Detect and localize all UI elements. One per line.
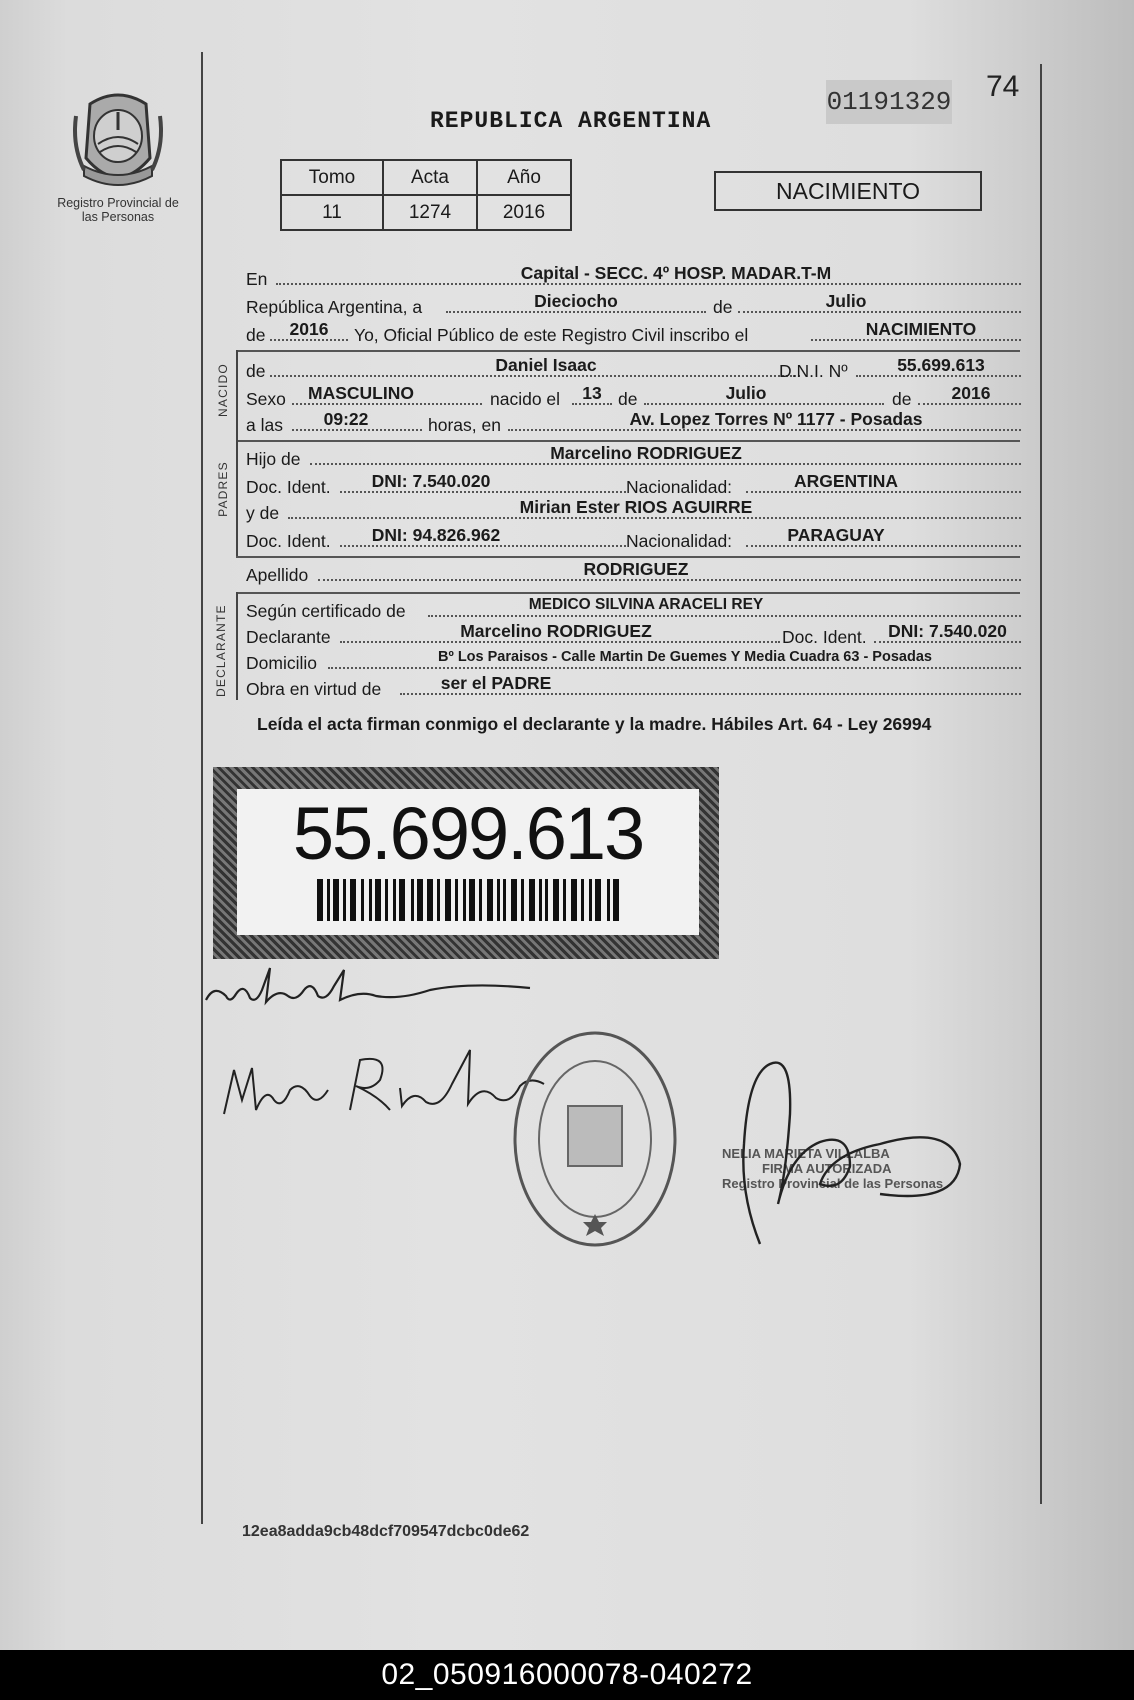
- value-year: 2016: [289, 319, 329, 339]
- value-declarante-doc: DNI: 7.540.020: [888, 621, 1007, 641]
- row-domicilio: [246, 649, 1021, 674]
- document-title: REPUBLICA ARGENTINA: [430, 108, 712, 134]
- row-a-las: [246, 409, 1021, 436]
- value-certificado: MEDICO SILVINA ARACELI REY: [528, 596, 764, 613]
- oficial-text: Yo, Oficial Público de este Registro Civil inscribo el: [354, 325, 749, 345]
- footer-id-strip: 02_050916000078-040272: [0, 1650, 1134, 1700]
- value-father-doc: DNI: 7.540.020: [371, 471, 491, 491]
- label-de: de: [713, 297, 733, 317]
- dni-barcode-label: [213, 767, 719, 959]
- barcode-number: 55.699.613: [292, 792, 644, 875]
- section-bracket: [236, 592, 238, 700]
- registry-table: [280, 159, 572, 231]
- value-time: 09:22: [323, 409, 369, 429]
- closing-note: Leída el acta firman conmigo el declarante y la madre. Hábiles Art. 64 - Ley 26994: [257, 714, 932, 734]
- header-ano: Año: [477, 160, 571, 195]
- official-name: NELIA MARIETA VILLALBA: [722, 1146, 890, 1161]
- page-number: 74: [986, 70, 1020, 103]
- label-en: En: [246, 269, 268, 289]
- separator-line: [236, 350, 1020, 352]
- official-signature: [720, 1054, 980, 1254]
- header-tomo: Tomo: [281, 160, 383, 195]
- label-apellido: Apellido: [246, 565, 309, 585]
- seal-caption: Registro Provincial de las Personas: [57, 196, 179, 224]
- label-de: de: [246, 361, 266, 381]
- label-a-las: a las: [246, 415, 283, 435]
- left-margin-line: [201, 52, 203, 1524]
- row-nacido-name: [246, 355, 1021, 382]
- label-de-year: de: [246, 325, 266, 345]
- registry-stamp: [510, 1028, 680, 1250]
- label-certificado: Según certificado de: [246, 601, 406, 621]
- label-de: de: [892, 389, 912, 409]
- value-dni: 55.699.613: [897, 355, 985, 375]
- value-father-nat: ARGENTINA: [793, 471, 899, 491]
- value-mother-nat: PARAGUAY: [787, 525, 885, 545]
- coat-of-arms-icon: [70, 86, 166, 196]
- document-hash: 12ea8adda9cb48dcf709547dcbc0de62: [242, 1523, 530, 1540]
- value-day: Dieciocho: [534, 291, 618, 311]
- row-en: [246, 263, 1021, 290]
- label-de: de: [618, 389, 638, 409]
- label-nacido-el: nacido el: [490, 389, 561, 409]
- serial-number: 01191329: [826, 80, 952, 124]
- label-doc: Doc. Ident.: [246, 531, 331, 551]
- label-horas: horas, en: [428, 415, 501, 435]
- label-hijo: Hijo de: [246, 449, 301, 469]
- row-apellido: [246, 559, 1021, 586]
- value-name: Daniel Isaac: [495, 355, 597, 375]
- value-month: Julio: [825, 291, 867, 311]
- section-label-padres: PADRES: [216, 461, 230, 517]
- value-tomo: 11: [281, 195, 383, 230]
- value-birth-month: Julio: [725, 383, 767, 403]
- label-y-de: y de: [246, 503, 280, 523]
- value-declarante: Marcelino RODRIGUEZ: [460, 621, 652, 641]
- value-apellido: RODRIGUEZ: [583, 559, 689, 579]
- value-mother-doc: DNI: 94.826.962: [371, 525, 501, 545]
- provincial-seal: [56, 86, 180, 224]
- right-margin-line: [1040, 64, 1042, 1504]
- label-obra: Obra en virtud de: [246, 679, 382, 699]
- official-org: Registro Provincial de las Personas: [722, 1176, 944, 1191]
- section-bracket: [236, 350, 238, 440]
- value-birth-year: 2016: [951, 383, 991, 403]
- row-declarante: [246, 621, 1021, 648]
- label-doc: Doc. Ident.: [782, 627, 867, 647]
- section-label-nacido: NACIDO: [216, 363, 230, 417]
- label-republica: República Argentina, a: [246, 297, 423, 317]
- official-title: FIRMA AUTORIZADA: [762, 1161, 892, 1176]
- value-place: Capital - SECC. 4º HOSP. MADAR.T-M: [520, 263, 832, 283]
- value-mother: Mirian Ester RIOS AGUIRRE: [519, 497, 753, 517]
- value-acta: 1274: [383, 195, 477, 230]
- declarant-signature: [200, 960, 540, 1020]
- row-republica: [246, 291, 1021, 318]
- value-obra: ser el PADRE: [440, 673, 552, 693]
- row-obra: [246, 673, 1021, 700]
- row-father-doc: [246, 471, 1021, 498]
- value-domicilio: Bº Los Paraisos - Calle Martin De Guemes Y Media Cuadra 63 - Posadas: [438, 649, 932, 665]
- value-father: Marcelino RODRIGUEZ: [550, 443, 742, 463]
- section-bracket: [236, 440, 238, 556]
- section-label-declarante: DECLARANTE: [214, 604, 228, 697]
- value-sexo: MASCULINO: [308, 383, 414, 403]
- label-sexo: Sexo: [246, 389, 286, 409]
- row-mother-doc: [246, 525, 1021, 552]
- row-sexo: [246, 383, 1021, 410]
- barcode-icon: [317, 879, 619, 921]
- value-inscribed: NACIMIENTO: [865, 319, 977, 339]
- record-type-box: NACIMIENTO: [714, 171, 982, 211]
- row-certificado: [246, 596, 1021, 622]
- mother-signature: [220, 1040, 550, 1120]
- label-declarante: Declarante: [246, 627, 331, 647]
- barcode-inner: [237, 789, 699, 935]
- label-domicilio: Domicilio: [246, 653, 317, 673]
- value-ano: 2016: [477, 195, 571, 230]
- label-doc: Doc. Ident.: [246, 477, 331, 497]
- label-nacionalidad: Nacionalidad:: [626, 477, 733, 497]
- value-birth-place: Av. Lopez Torres Nº 1177 - Posadas: [629, 409, 923, 429]
- row-hijo: [246, 443, 1021, 470]
- row-year: [246, 319, 1021, 346]
- label-dni: D.N.I. Nº: [779, 361, 848, 381]
- header-acta: Acta: [383, 160, 477, 195]
- label-nacionalidad: Nacionalidad:: [626, 531, 733, 551]
- value-birth-day: 13: [582, 383, 602, 403]
- row-y-de: [246, 497, 1021, 524]
